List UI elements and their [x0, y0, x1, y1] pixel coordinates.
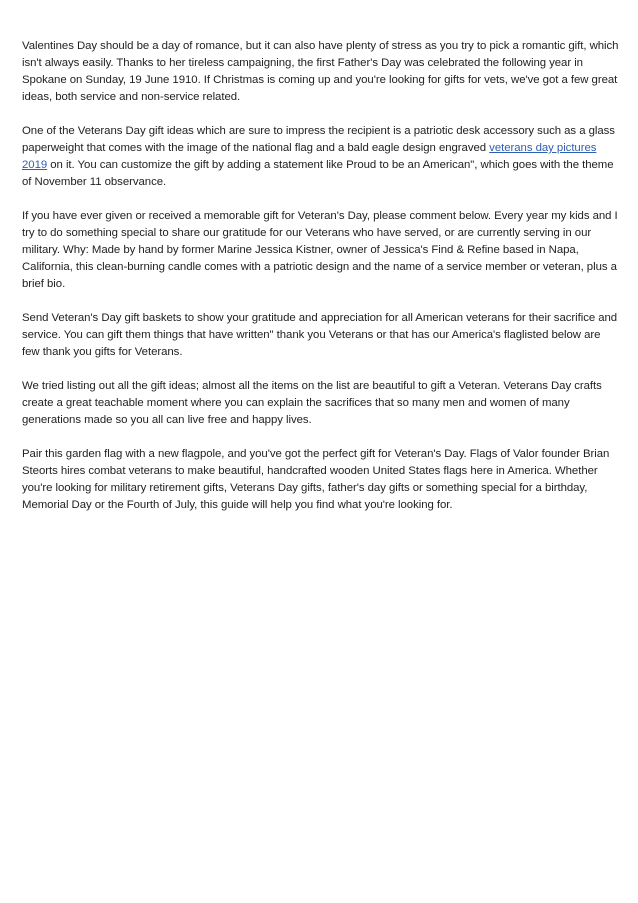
paragraph-gift-ideas-list: We tried listing out all the gift ideas; almost all the items on the list are beautiful to gift a Veteran. Veterans Day crafts create a great teachable moment where you can explain the sacrifices that so many men and women of many generations made so you all can live free and happy lives.: [22, 380, 602, 426]
paragraph-text-before-link: One of the Veterans Day gift ideas which are sure to impress the recipient is a patriotic desk accessory such as a glass paperweight that comes with the image of the national flag and a bald eagle design engraved: [22, 125, 615, 154]
veterans-day-pictures-link[interactable]: veterans day pictures 2019: [22, 142, 597, 171]
document-body: [22, 38, 620, 531]
paragraph-valentines-fathers-day: Valentines Day should be a day of romance, but it can also have plenty of stress as you try to pick a romantic gift, which isn't always easily. Thanks to her tireless campaigning, the first Father's Day was celebrated the following year in Spokane on Sunday, 19 June 1910. If Christmas is coming up and you're looking for gifts for vets, we've got a few great ideas, both service and non-service related.: [22, 40, 619, 103]
paragraph-gift-baskets: Send Veteran's Day gift baskets to show your gratitude and appreciation for all American veterans for their sacrifice and service. You can gift them things that have written" thank you Veterans or that has our America's flaglisted below are few thank you gifts for Veterans.: [22, 312, 618, 358]
paragraph-memorable-gift: If you have ever given or received a memorable gift for Veteran's Day, please comment below. Every year my kids and I try to do something special to share our gratitude for our Veterans who have served, or are currently serving in our military. Why: Made by hand by former Marine Jessica Kistner, owner of Jessica's Find & Refine based in Napa, California, this clean-burning candle comes with a patriotic design and the name of a service member or veteran, plus a brief bio.: [22, 210, 618, 290]
paragraph-text-after-link: on it. You can customize the gift by adding a statement like Proud to be an American", which goes with the theme of November 11 observance.: [22, 159, 614, 188]
paragraph-desk-accessory: [22, 123, 620, 191]
paragraph-garden-flag: Pair this garden flag with a new flagpole, and you've got the perfect gift for Veteran's Day. Flags of Valor founder Brian Steorts hires combat veterans to make beautiful, handcrafted wooden United States flags here in America. Whether you're looking for military retirement gifts, Veterans Day gifts, father's day gifts or something special for a birthday, Memorial Day or the Fourth of July, this guide will help you find what you're looking for.: [22, 448, 610, 511]
